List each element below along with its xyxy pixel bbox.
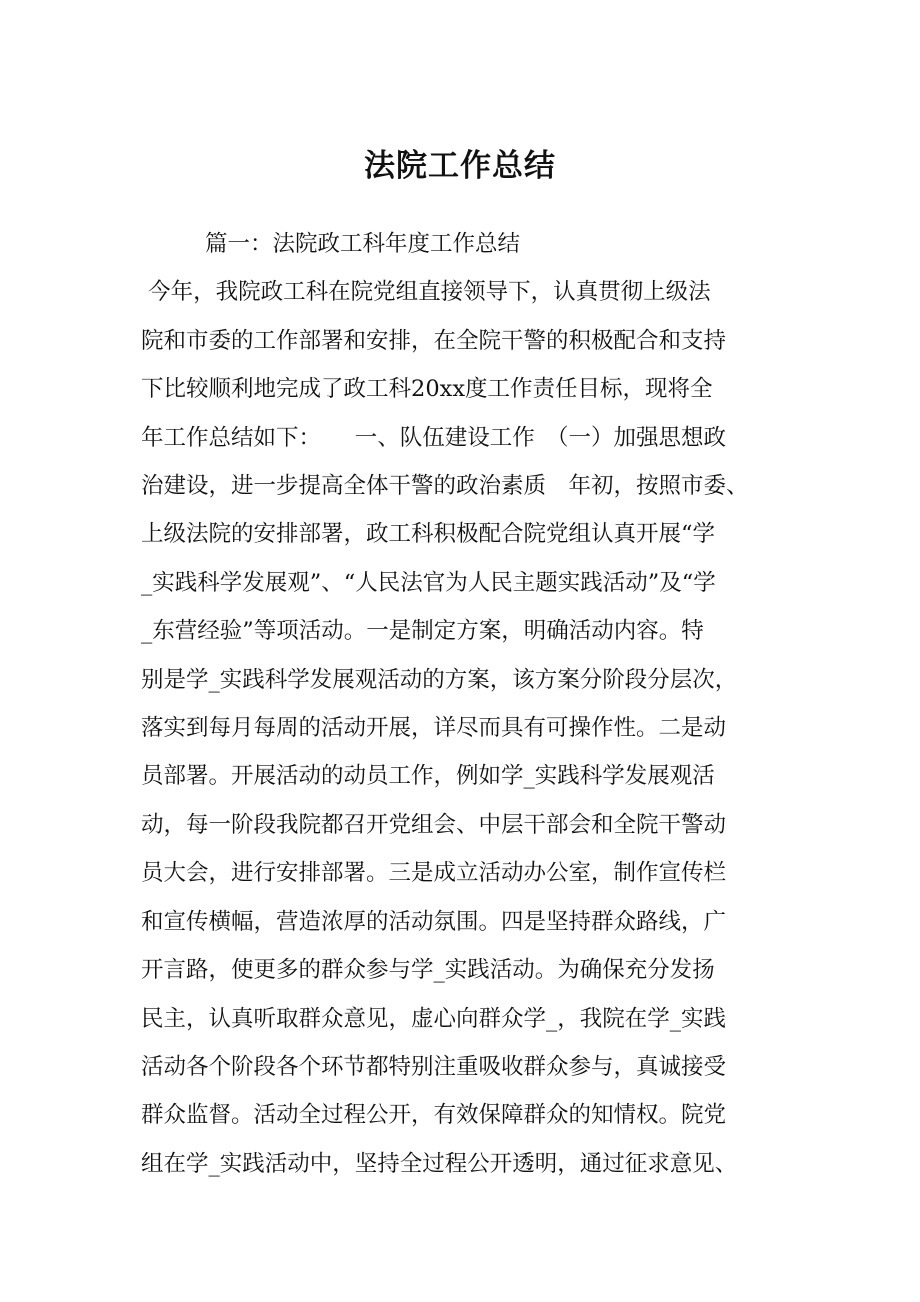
section-heading: 篇一：法院政工科年度工作总结 xyxy=(205,231,521,257)
paragraph-line: 院和市委的工作部署和安排，在全院干警的积极配合和支持 xyxy=(141,327,727,354)
paragraph-line: 下比较顺利地完成了政工科20xx度工作责任目标，现将全 xyxy=(141,376,713,403)
paragraph-line: 别是学_实践科学发展观活动的方案，该方案分阶段分层次， xyxy=(141,666,738,693)
paragraph-line: 活动各个阶段各个环节都特别注重吸收群众参与，真诚接受 xyxy=(141,1053,727,1080)
document-body xyxy=(141,220,789,1188)
paragraph-line: _东营经验”等项活动。一是制定方案，明确活动内容。特 xyxy=(141,618,704,645)
document-title: 法院工作总结 xyxy=(364,148,556,184)
paragraph-line: 上级法院的安排部署，政工科积极配合院党组认真开展“学 xyxy=(141,521,716,548)
paragraph-line: 和宣传横幅，营造浓厚的活动氛围。四是坚持群众路线，广 xyxy=(141,908,727,935)
paragraph-line: 今年，我院政工科在院党组直接领导下，认真贯彻上级法 xyxy=(141,279,711,306)
paragraph-line: 治建设，进一步提高全体干警的政治素质 年初，按照市委、 xyxy=(141,473,749,500)
paragraph-line: 开言路，使更多的群众参与学_实践活动。为确保充分发扬 xyxy=(141,957,715,984)
paragraph-line: 组在学_实践活动中，坚持全过程公开透明，通过征求意见、 xyxy=(141,1150,738,1177)
paragraph-line: 群众监督。活动全过程公开，有效保障群众的知情权。院党 xyxy=(141,1102,727,1129)
paragraph-line: 动，每一阶段我院都召开党组会、中层干部会和全院干警动 xyxy=(141,811,727,838)
paragraph-line: 员部署。开展活动的动员工作，例如学_实践科学发展观活 xyxy=(141,763,715,790)
paragraph-line: _实践科学发展观”、“人民法官为人民主题实践活动”及“学 xyxy=(141,569,716,596)
paragraph-line: 民主，认真听取群众意见，虚心向群众学_，我院在学_实践 xyxy=(141,1005,727,1032)
paragraph-line: 员大会，进行安排部署。三是成立活动办公室，制作宣传栏 xyxy=(141,860,727,887)
paragraph-line: 年工作总结如下： 一、队伍建设工作 （一）加强思想政 xyxy=(141,424,727,451)
paragraph-line: 落实到每月每周的活动开展，详尽而具有可操作性。二是动 xyxy=(141,715,727,742)
